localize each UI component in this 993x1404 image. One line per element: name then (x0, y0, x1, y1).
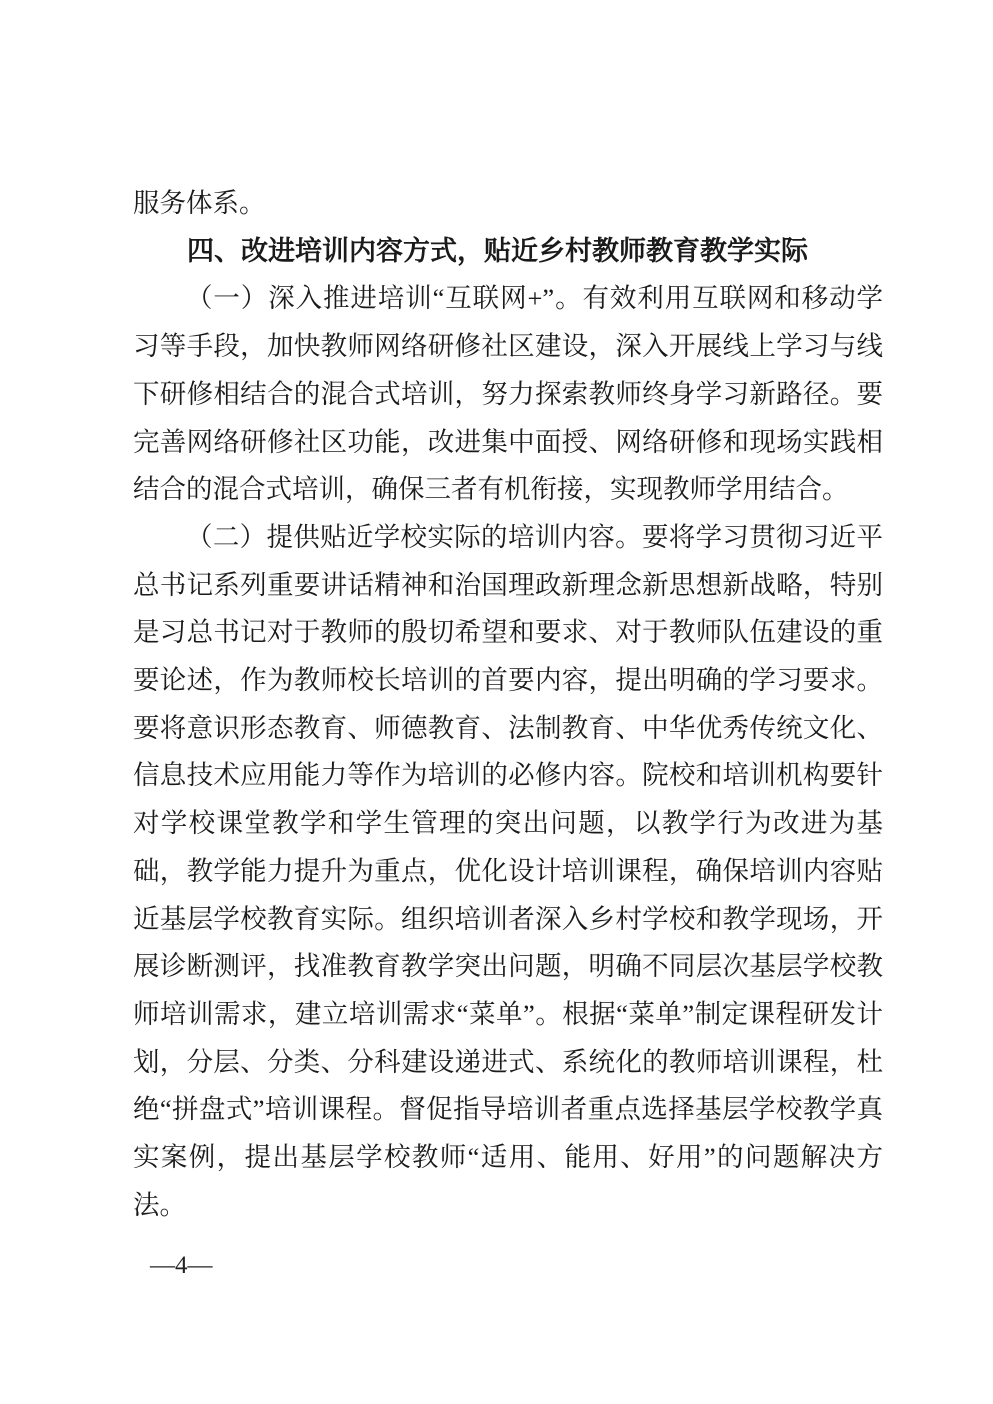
paragraph-continuation: 服务体系。 (133, 188, 266, 218)
paragraph-item-1: （一）深入推进培训“互联网+”。有效利用互联网和移动学习等手段，加快教师网络研修社区建设，深入开展线上学习与线下研修相结合的混合式培训，努力探索教师终身学习新路径。要完善网络研修社区功能，改进集中面授、网络研修和现场实践相结合的混合式培训，确保三者有机衔接，实现教师学用结合。 (133, 283, 883, 505)
section-heading-4: 四、改进培训内容方式，贴近乡村教师教育教学实际 (187, 235, 808, 266)
page-number: —4— (150, 1252, 213, 1279)
document-body (133, 180, 883, 1229)
paragraph-item-2: （二）提供贴近学校实际的培训内容。要将学习贯彻习近平总书记系列重要讲话精神和治国理政新理念新思想新战略，特别是习总书记对于教师的殷切希望和要求、对于教师队伍建设的重要论述，作为教师校长培训的首要内容，提出明确的学习要求。要将意识形态教育、师德教育、法制教育、中华优秀传统文化、信息技术应用能力等作为培训的必修内容。院校和培训机构要针对学校课堂教学和学生管理的突出问题，以教学行为改进为基础，教学能力提升为重点，优化设计培训课程，确保培训内容贴近基层学校教育实际。组织培训者深入乡村学校和教学现场，开展诊断测评，找准教育教学突出问题，明确不同层次基层学校教师培训需求，建立培训需求“菜单”。根据“菜单”制定课程研发计划，分层、分类、分科建设递进式、系统化的教师培训课程，杜绝“拼盘式”培训课程。督促指导培训者重点选择基层学校教学真实案例，提出基层学校教师“适用、能用、好用”的问题解决方法。 (133, 521, 883, 1220)
